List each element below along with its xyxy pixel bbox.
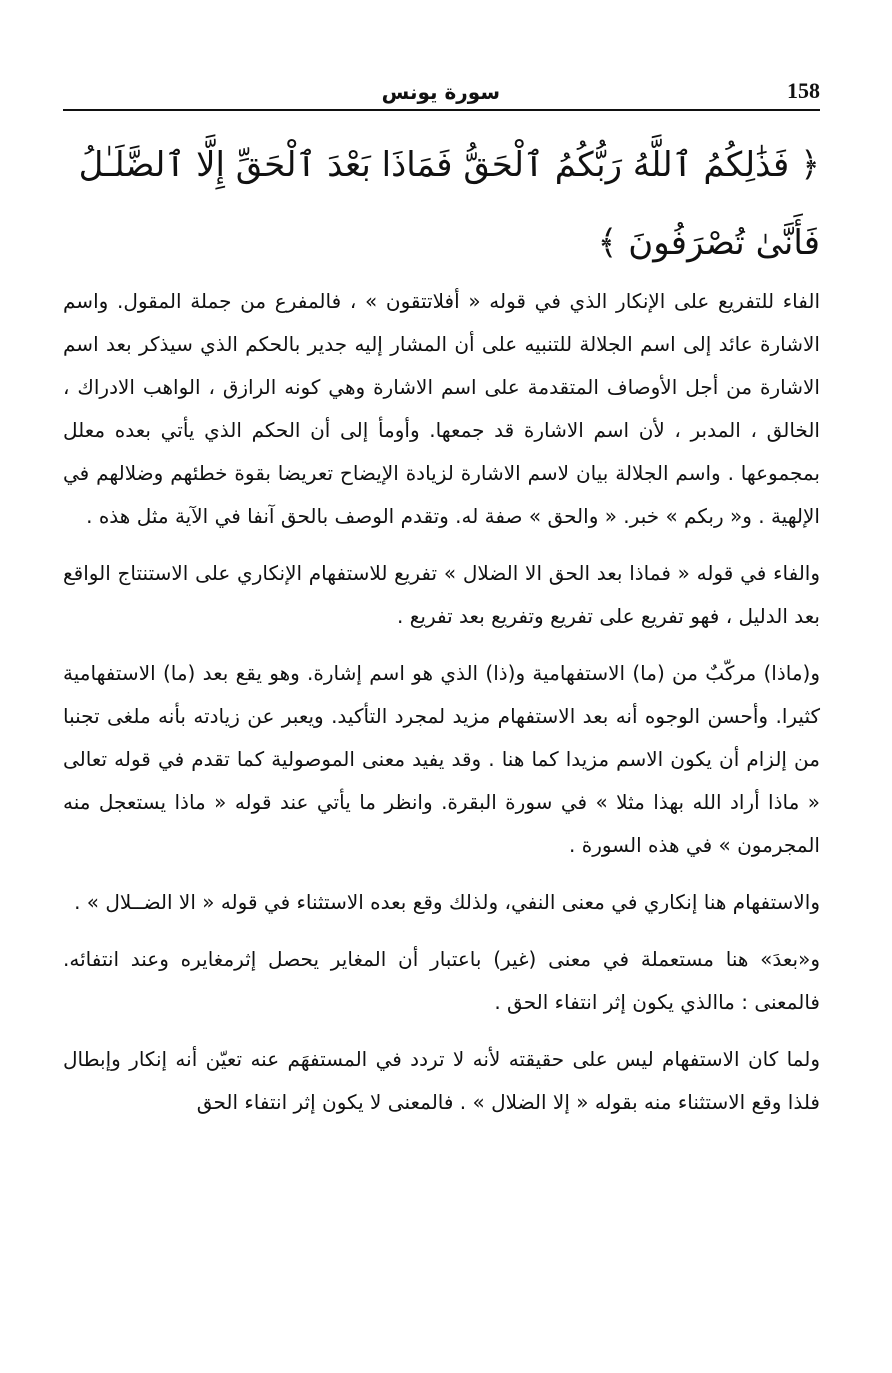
- header-divider: [63, 109, 820, 111]
- quran-verse: ﴿ فَذَٰلِكُمُ ٱللَّهُ رَبُّكُمُ ٱلْحَقُّ فَمَاذَا بَعْدَ ٱلْحَقِّ إِلَّا ٱلضَّلَـٰلُ فَأَنَّىٰ تُصْرَفُونَ ﴾: [78, 145, 820, 263]
- running-title: سورة يونس: [381, 80, 500, 104]
- paragraph: الفاء للتفريع على الإنكار الذي في قوله « أفلاتتقون » ، فالمفرع من جملة المقول. واسم الاشارة عائد إلى اسم الجلالة للتنبيه على أن المشار إليه جدير بالحكم الذي سيذكر بعد اسم الاشارة من أجل الأوصاف المتقدمة على اسم الاشارة وهي كونه الرازق ، الواهب الادراك ، الخالق ، المدبر ، لأن اسم الاشارة قد جمعها. وأومأ إلى أن الحكم الذي يأتي بعده معلل بمجموعها . واسم الجلالة بيان لاسم الاشارة لزيادة الإيضاح تعريضا بقوة خطئهم وضلالهم في الإلهية . و« ربكم » خبر. « والحق » صفة له. وتقدم الوصف بالحق آنفا في الآية مثل هذه .: [63, 289, 820, 528]
- paragraph: و«بعدَ» هنا مستعملة في معنى (غير) باعتبار أن المغاير يحصل إثرمغايره وعند انتفائه. فالمعنى : ماالذي يكون إثر انتفاء الحق .: [63, 947, 820, 1014]
- paragraph: ولما كان الاستفهام ليس على حقيقته لأنه لا تردد في المستفهَم عنه تعيّن أنه إنكار وإبطال فلذا وقع الاستثناء منه بقوله « إلا الضلال » . فالمعنى لا يكون إثر انتفاء الحق: [63, 1047, 820, 1114]
- commentary-body: [63, 280, 820, 1138]
- page-number: 158: [787, 78, 820, 103]
- page-header: [63, 78, 820, 108]
- paragraph: والفاء في قوله « فماذا بعد الحق الا الضلال » تفريع للاستفهام الإنكاري على الاستنتاج الواقع بعد الدليل ، فهو تفريع على تفريع وتفريع بعد تفريع .: [63, 561, 820, 628]
- paragraph: و(ماذا) مركّبٌ من (ما) الاستفهامية و(ذا) الذي هو اسم إشارة. وهو يقع بعد (ما) الاستفهامية كثيرا. وأحسن الوجوه أنه بعد الاستفهام مزيد لمجرد التأكيد. ويعبر عن زيادته بأنه ملغى تجنبا من إلزام أن يكون الاسم مزيدا كما هنا . وقد يفيد معنى الموصولية كما تقدم في قوله تعالى « ماذا أراد الله بهذا مثلا » في سورة البقرة. وانظر ما يأتي عند قوله « ماذا يستعجل منه المجرمون » في هذه السورة .: [63, 661, 820, 857]
- paragraph: والاستفهام هنا إنكاري في معنى النفي، ولذلك وقع بعده الاستثناء في قوله « الا الضــلال » .: [74, 890, 820, 914]
